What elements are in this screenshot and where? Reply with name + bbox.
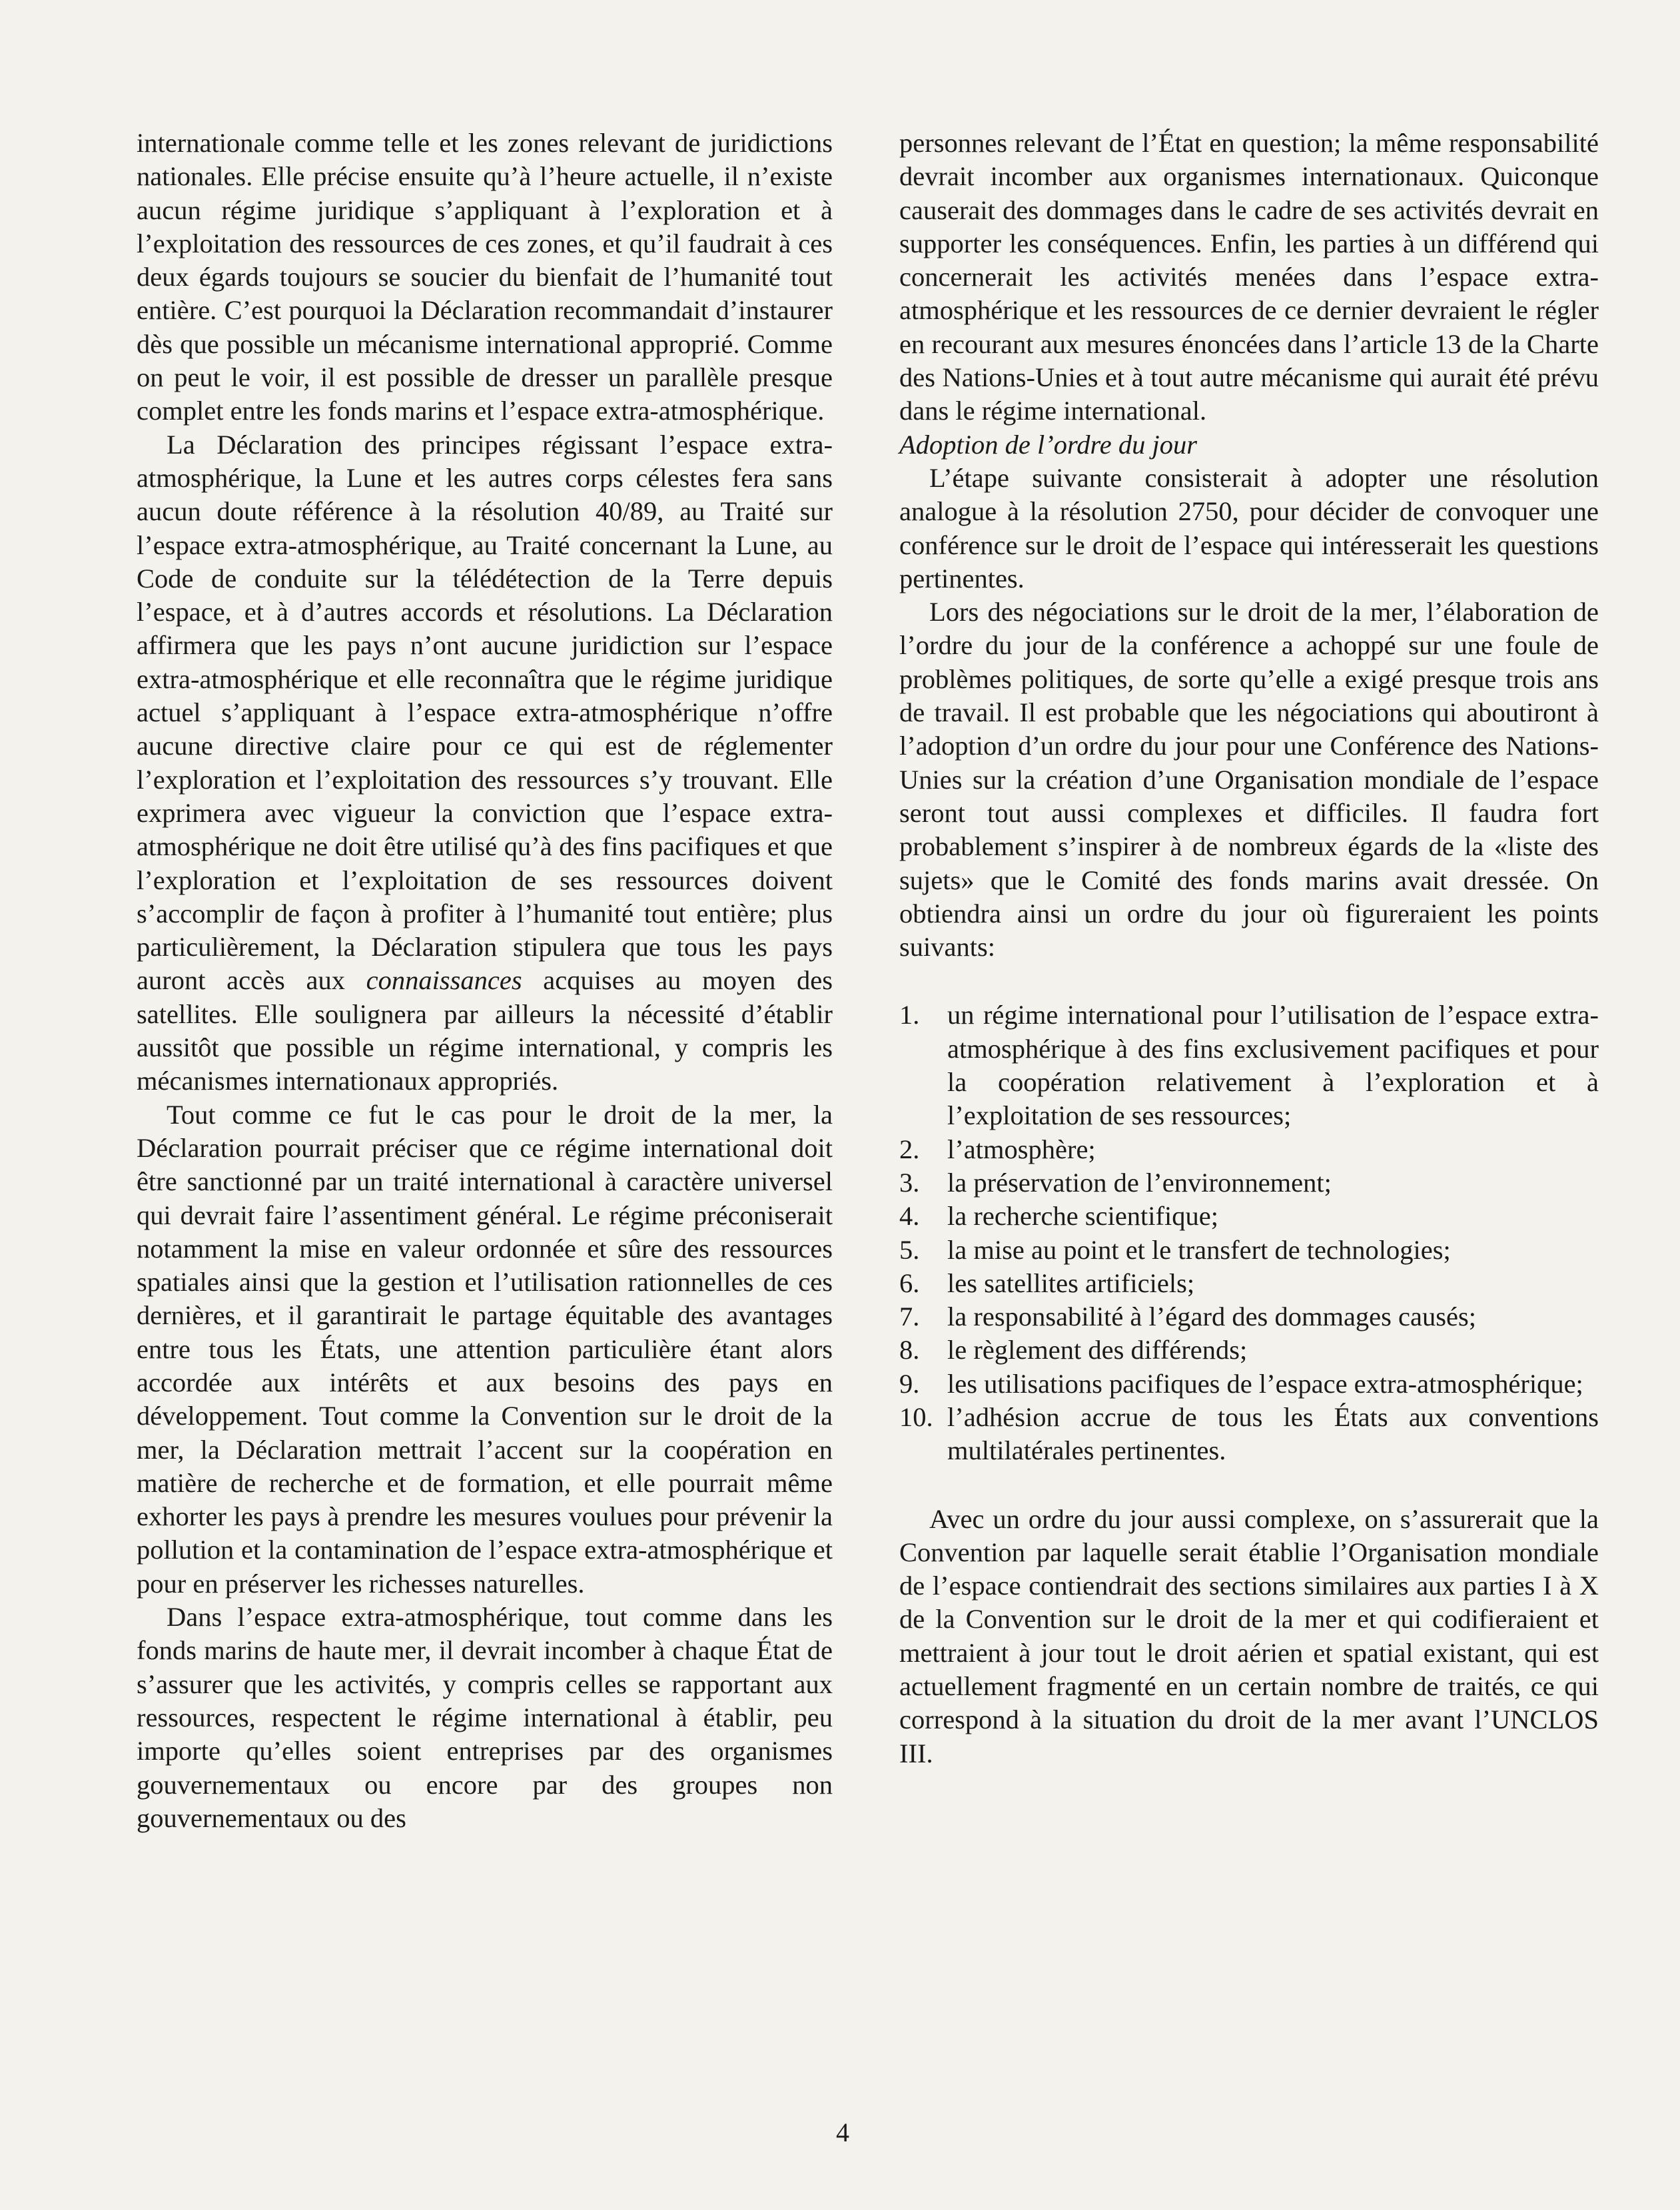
list-item	[899, 1166, 1599, 1200]
list-item-number: 5.	[899, 1234, 920, 1265]
list-item-number: 4.	[899, 1201, 920, 1232]
list-item	[899, 998, 1599, 1132]
list-item	[899, 1133, 1599, 1166]
left-column	[137, 127, 833, 1835]
list-item-text: les satellites artificiels;	[947, 1268, 1195, 1298]
list-item	[899, 1367, 1599, 1401]
list-item-number: 9.	[899, 1368, 920, 1399]
list-item-number: 7.	[899, 1301, 920, 1332]
list-item-text: un régime international pour l’utilisation de l’espace extra-atmosphérique à des fins exclusivement pacifiques et pour la coopération relativement à l’exploration et à l’exploitation de ses ressources;	[947, 1000, 1599, 1131]
section-heading: Adoption de l’ordre du jour	[899, 429, 1197, 460]
list-item	[899, 1234, 1599, 1267]
list-item-number: 2.	[899, 1134, 920, 1164]
list-item-number: 10.	[899, 1401, 933, 1432]
paragraph: L’étape suivante consisterait à adopter une résolution analogue à la résolution 2750, pour décider de convoquer une conférence sur le droit de l’espace qui intéresserait les questions pertinentes.	[899, 462, 1599, 593]
list-item	[899, 1200, 1599, 1233]
paragraph: Lors des négociations sur le droit de la mer, l’élaboration de l’ordre du jour de la conférence a achoppé sur une foule de problèmes politiques, de sorte qu’elle a exigé presque trois ans de travail. Il est probable que les négociations qui aboutiront à l’adoption d’un ordre du jour pour une Conférence des Nations-Unies sur la création d’une Organisation mondiale de l’espace seront tout aussi complexes et difficiles. Il faudra fort probablement s’inspirer à de nombreux égards de la «liste des sujets» que le Comité des fonds marins avait dressée. On obtiendra ainsi un ordre du jour où figureraient les points suivants:	[899, 597, 1599, 962]
right-column	[899, 127, 1599, 1770]
list-item	[899, 1300, 1599, 1333]
paragraph: personnes relevant de l’État en question; la même responsabilité devrait incomber aux organismes internationaux. Quiconque causerait des dommages dans le cadre de ses activités devrait en supporter les conséquences. Enfin, les parties à un différend qui concernerait les activités menées dans l’espace extra-atmosphérique et les ressources de ce dernier devraient le régler en recourant aux mesures énoncées dans l’article 13 de la Charte des Nations-Unies et à tout autre mécanisme qui aurait été prévu dans le régime international.	[899, 128, 1599, 426]
agenda-list	[899, 998, 1599, 1467]
page-number: 4	[836, 2117, 849, 2147]
list-item-text: la recherche scientifique;	[947, 1201, 1219, 1232]
paragraph	[137, 428, 833, 1098]
paragraph: Avec un ordre du jour aussi complexe, on s’assurerait que la Convention par laquelle serait établie l’Organisation mondiale de l’espace contiendrait des sections similaires aux parties I à X de la Convention sur le droit de la mer et qui codifieraient et mettraient à jour tout le droit aérien et spatial existant, qui est actuellement fragmenté en un certain nombre de traités, ce qui correspond à la situation du droit de la mer avant l’UNCLOS III.	[899, 1503, 1599, 1768]
list-item-number: 8.	[899, 1335, 920, 1365]
list-item-text: la responsabilité à l’égard des dommages causés;	[947, 1301, 1476, 1332]
list-item	[899, 1267, 1599, 1300]
spacer	[899, 1468, 1599, 1503]
paragraph: internationale comme telle et les zones relevant de juridictions nationales. Elle précise ensuite qu’à l’heure actuelle, il n’existe aucun régime juridique s’appliquant à l’exploration et à l’exploitation des ressources de ces zones, et qu’il faudrait à ces deux égards toujours se soucier du bienfait de l’humanité tout entière. C’est pourquoi la Déclaration recommandait d’instaurer dès que possible un mécanisme international approprié. Comme on peut le voir, il est possible de dresser un parallèle presque complet entre les fonds marins et l’espace extra-atmosphérique.	[137, 128, 833, 426]
list-item-number: 1.	[899, 1000, 920, 1030]
list-item	[899, 1333, 1599, 1367]
list-item	[899, 1401, 1599, 1468]
list-item-text: la préservation de l’environnement;	[947, 1167, 1332, 1198]
list-item-number: 6.	[899, 1268, 920, 1298]
paragraph-text: acquises au moyen des satellites. Elle soulignera par ailleurs la nécessité d’établir aussitôt que possible un régime international, y compris les mécanismes internationaux appropriés.	[137, 965, 833, 1096]
list-item-text: l’adhésion accrue de tous les États aux conventions multilatérales pertinentes.	[947, 1401, 1599, 1466]
list-item-text: l’atmosphère;	[947, 1134, 1096, 1164]
list-item-number: 3.	[899, 1167, 920, 1198]
spacer	[899, 964, 1599, 998]
list-item-text: le règlement des différends;	[947, 1335, 1248, 1365]
italic-term: connaissances	[366, 965, 522, 996]
list-item-text: les utilisations pacifiques de l’espace extra-atmosphérique;	[947, 1368, 1583, 1399]
list-item-text: la mise au point et le transfert de technologies;	[947, 1234, 1451, 1265]
paragraph: Dans l’espace extra-atmosphérique, tout comme dans les fonds marins de haute mer, il devrait incomber à chaque État de s’assurer que les activités, y compris celles se rapportant aux ressources, respectent le régime international à établir, peu importe qu’elles soient entreprises par des organismes gouvernementaux ou encore par des groupes non gouvernementaux ou des	[137, 1602, 833, 1833]
paragraph: Tout comme ce fut le cas pour le droit de la mer, la Déclaration pourrait préciser que ce régime international doit être sanctionné par un traité international à caractère universel qui devrait faire l’assentiment général. Le régime préconiserait notamment la mise en valeur ordonnée et sûre des ressources spatiales ainsi que la gestion et l’utilisation rationnelles de ces dernières, et il garantirait le partage équitable des avantages entre tous les États, une attention particulière étant alors accordée aux intérêts et aux besoins des pays en développement. Tout comme la Convention sur le droit de la mer, la Déclaration mettrait l’accent sur la coopération en matière de recherche et de formation, et elle pourrait même exhorter les pays à prendre les mesures voulues pour prévenir la pollution et la contamination de l’espace extra-atmosphérique et pour en préserver les richesses naturelles.	[137, 1099, 833, 1599]
paragraph-text: La Déclaration des principes régissant l’espace extra-atmosphérique, la Lune et les autres corps célestes fera sans aucun doute référence à la résolution 40/89, au Traité sur l’espace extra-atmosphérique, au Traité concernant la Lune, au Code de conduite sur la télédétection de la Terre depuis l’espace, et à d’autres accords et résolutions. La Déclaration affirmera que les pays n’ont aucune juridiction sur l’espace extra-atmosphérique et elle reconnaîtra que le régime juridique actuel s’appliquant à l’espace extra-atmosphérique n’offre aucune directive claire pour ce qui est de réglementer l’exploration et l’exploitation des ressources s’y trouvant. Elle exprimera avec vigueur la conviction que l’espace extra-atmosphérique ne doit être utilisé qu’à des fins pacifiques et que l’exploration et l’exploitation de ses ressources doivent s’accomplir de façon à profiter à l’humanité tout entière; plus particulièrement, la Déclaration stipulera que tous les pays auront accès aux	[137, 429, 833, 996]
